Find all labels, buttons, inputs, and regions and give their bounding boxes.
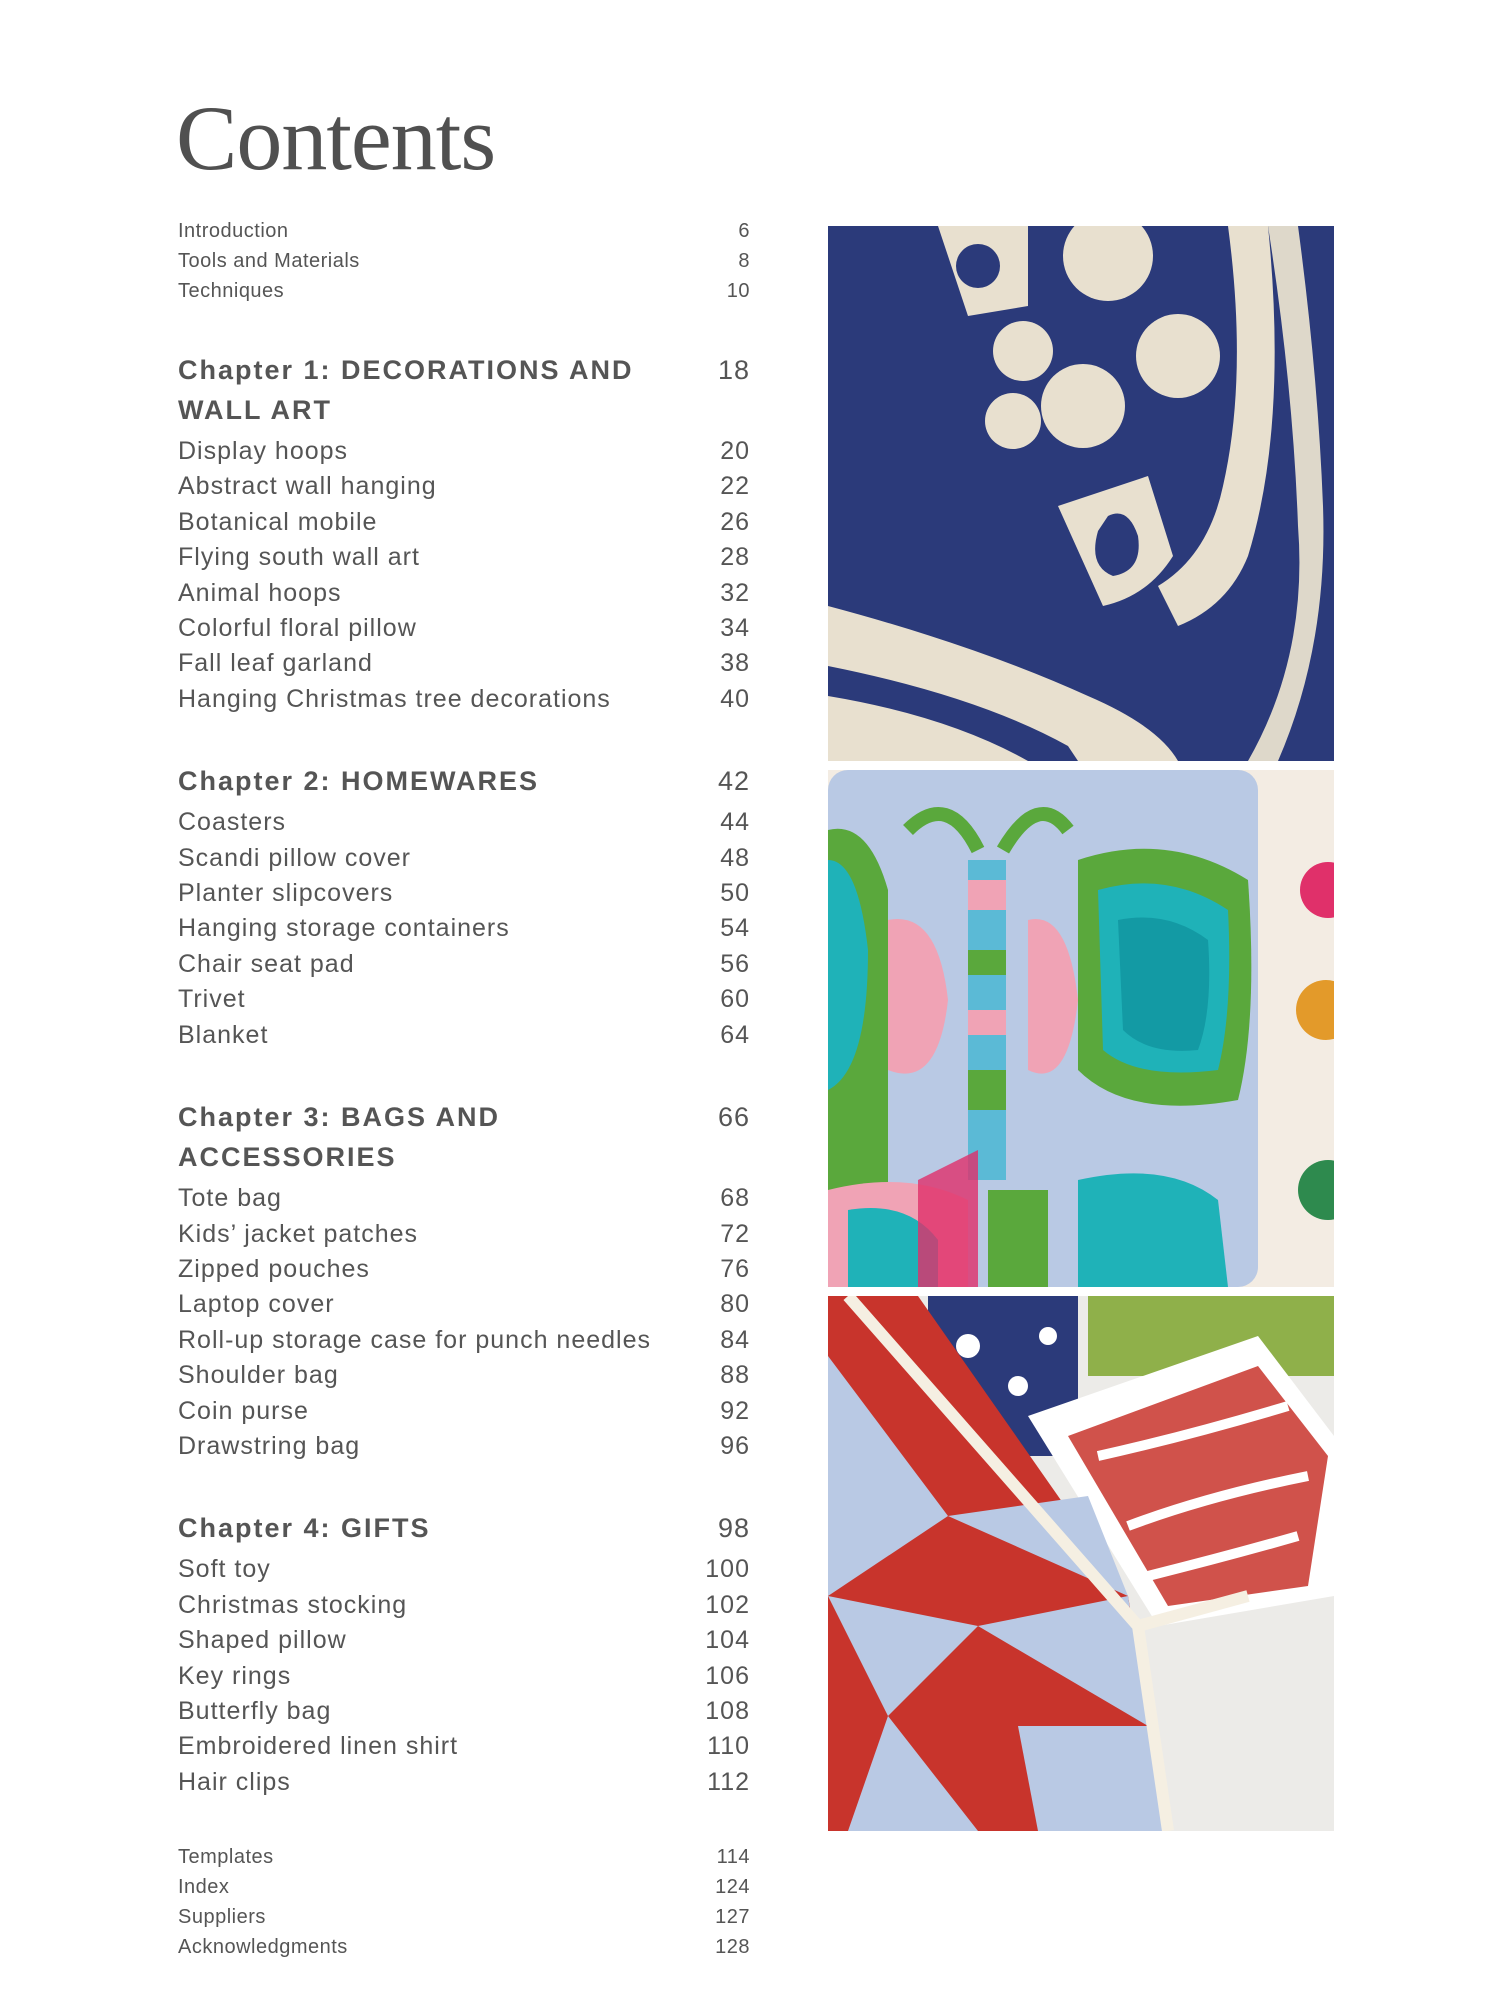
toc-entry-page-number: 100	[705, 1555, 750, 1584]
toc-entry-page-number: 128	[715, 1936, 750, 1959]
toc-entry	[178, 1018, 750, 1053]
toc-entry	[178, 1217, 750, 1252]
chapter-page-number: 18	[717, 355, 750, 385]
chapters-list	[178, 350, 750, 1800]
toc-entry	[178, 682, 750, 717]
toc-entry-page-number: 84	[720, 1325, 750, 1354]
toc-entry	[178, 1623, 750, 1658]
back-matter	[178, 1842, 750, 1962]
toc-entry	[178, 216, 750, 246]
toc-entry	[178, 1181, 750, 1216]
toc-entry	[178, 1287, 750, 1322]
butterfly-pillow-photo	[828, 770, 1334, 1287]
toc-entry-page-number: 110	[707, 1732, 750, 1761]
toc-entry	[178, 1394, 750, 1429]
toc-entry-label: Templates	[178, 1846, 274, 1869]
toc-entry-page-number: 106	[705, 1661, 750, 1690]
toc-entry-page-number: 76	[720, 1254, 750, 1283]
toc-entry-label: Christmas stocking	[178, 1590, 408, 1619]
toc-entry	[178, 1252, 750, 1287]
toc-entry-page-number: 80	[720, 1290, 750, 1319]
toc-entry-page-number: 40	[720, 684, 750, 713]
toc-entry-label: Techniques	[178, 280, 285, 302]
toc-entry	[178, 1932, 750, 1962]
toc-entry	[178, 947, 750, 982]
toc-entry-page-number: 102	[705, 1590, 750, 1619]
toc-entry-page-number: 64	[720, 1020, 750, 1049]
toc-entry-label: Display hoops	[178, 437, 349, 465]
toc-entry-label: Acknowledgments	[178, 1936, 348, 1959]
toc-entry-label: Butterfly bag	[178, 1696, 332, 1725]
toc-entry	[178, 841, 750, 876]
toc-entry-label: Tote bag	[178, 1184, 282, 1213]
toc-entry-label: Introduction	[178, 220, 289, 242]
toc-entry-page-number: 112	[707, 1767, 750, 1796]
toc-entry-page-number: 96	[720, 1431, 750, 1460]
toc-entry	[178, 276, 750, 306]
toc-entry	[178, 1842, 750, 1872]
toc-entry-page-number: 6	[738, 220, 750, 242]
toc-entry	[178, 434, 750, 469]
chapter-heading	[178, 1508, 750, 1548]
chapter-page-number: 66	[717, 1102, 750, 1133]
chapter-heading	[178, 1097, 750, 1177]
toc-entry-page-number: 127	[715, 1906, 750, 1929]
table-of-contents	[178, 216, 750, 1962]
toc-entry-label: Suppliers	[178, 1906, 266, 1929]
toc-entry	[178, 1872, 750, 1902]
toc-entry	[178, 469, 750, 504]
toc-entry	[178, 805, 750, 840]
toc-entry	[178, 646, 750, 681]
toc-entry-label: Index	[178, 1876, 230, 1899]
toc-entry-label: Zipped pouches	[178, 1254, 370, 1283]
toc-entry	[178, 540, 750, 575]
toc-entry	[178, 505, 750, 540]
toc-entry-label: Colorful floral pillow	[178, 614, 417, 643]
chapter-heading	[178, 761, 750, 801]
toc-entry	[178, 1729, 750, 1764]
toc-entry-label: Kids’ jacket patches	[178, 1219, 419, 1248]
chapter-heading-label: Chapter 2: HOMEWARES	[178, 766, 540, 797]
toc-entry-label: Trivet	[178, 985, 246, 1014]
chapter-page-number: 42	[717, 766, 750, 797]
toc-entry-label: Drawstring bag	[178, 1431, 361, 1460]
toc-entry-label: Coin purse	[178, 1396, 309, 1425]
toc-entry-label: Planter slipcovers	[178, 879, 394, 908]
chapter-section	[178, 761, 750, 1053]
toc-entry-label: Scandi pillow cover	[178, 843, 411, 872]
toc-entry-label: Blanket	[178, 1020, 269, 1049]
toc-entry-label: Chair seat pad	[178, 949, 355, 978]
photo-column	[828, 226, 1334, 1831]
toc-entry	[178, 1552, 750, 1587]
chapter-heading-label: Chapter 3: BAGS AND ACCESSORIES	[178, 1102, 501, 1173]
navy-rug-photo	[828, 226, 1334, 761]
toc-entry-label: Roll-up storage case for punch needles	[178, 1325, 651, 1354]
toc-entry-label: Animal hoops	[178, 578, 342, 607]
toc-entry-label: Tools and Materials	[178, 250, 360, 272]
toc-entry-page-number: 88	[720, 1361, 750, 1390]
toc-entry-page-number: 44	[720, 808, 750, 837]
toc-entry-page-number: 28	[720, 543, 750, 572]
toc-entry-page-number: 68	[720, 1184, 750, 1213]
toc-entry-page-number: 50	[720, 879, 750, 908]
toc-entry-label: Hair clips	[178, 1767, 291, 1796]
toc-entry	[178, 1694, 750, 1729]
toc-entry-label: Botanical mobile	[178, 507, 378, 536]
toc-entry-page-number: 10	[726, 280, 750, 302]
toc-entry-label: Coasters	[178, 808, 287, 837]
chapter-section	[178, 1097, 750, 1464]
toc-entry-page-number: 108	[705, 1696, 750, 1725]
toc-entry-page-number: 22	[720, 472, 750, 501]
toc-entry-page-number: 48	[720, 843, 750, 872]
toc-entry-page-number: 56	[720, 949, 750, 978]
toc-entry	[178, 1588, 750, 1623]
page-title: Contents	[176, 87, 496, 189]
chapter-heading-label: Chapter 4: GIFTS	[178, 1513, 431, 1544]
toc-entry-label: Abstract wall hanging	[178, 472, 437, 501]
toc-entry-page-number: 34	[720, 614, 750, 643]
toc-entry-label: Embroidered linen shirt	[178, 1732, 459, 1761]
toc-entry-page-number: 60	[720, 985, 750, 1014]
toc-entry	[178, 876, 750, 911]
toc-entry-page-number: 124	[715, 1876, 750, 1899]
toc-entry	[178, 1429, 750, 1464]
toc-entry	[178, 611, 750, 646]
chapter-heading-label: Chapter 1: DECORATIONS AND WALL ART	[178, 355, 634, 425]
toc-entry	[178, 982, 750, 1017]
toc-entry-page-number: 72	[720, 1219, 750, 1248]
toc-entry-page-number: 92	[720, 1396, 750, 1425]
toc-entry-label: Key rings	[178, 1661, 292, 1690]
chapter-page-number: 98	[717, 1513, 750, 1544]
toc-entry-label: Flying south wall art	[178, 543, 420, 572]
toc-entry	[178, 911, 750, 946]
toc-entry	[178, 1902, 750, 1932]
toc-entry-page-number: 20	[720, 437, 750, 465]
front-matter	[178, 216, 750, 306]
toc-entry-label: Shaped pillow	[178, 1626, 347, 1655]
toc-entry	[178, 576, 750, 611]
toc-entry-label: Soft toy	[178, 1555, 271, 1584]
chapter-section	[178, 1508, 750, 1800]
toc-entry-label: Fall leaf garland	[178, 649, 373, 678]
gift-bag-photo	[828, 1296, 1334, 1831]
toc-entry	[178, 1765, 750, 1800]
toc-entry-label: Shoulder bag	[178, 1361, 339, 1390]
toc-entry-page-number: 114	[716, 1846, 750, 1869]
toc-entry-page-number: 54	[720, 914, 750, 943]
toc-entry	[178, 246, 750, 276]
toc-entry-page-number: 26	[720, 507, 750, 536]
toc-entry-label: Hanging Christmas tree decorations	[178, 684, 611, 713]
toc-entry	[178, 1358, 750, 1393]
toc-entry	[178, 1659, 750, 1694]
toc-entry-label: Hanging storage containers	[178, 914, 510, 943]
toc-entry-page-number: 38	[720, 649, 750, 678]
toc-entry-page-number: 32	[720, 578, 750, 607]
chapter-section	[178, 350, 750, 717]
toc-entry-label: Laptop cover	[178, 1290, 335, 1319]
toc-entry-page-number: 104	[705, 1626, 750, 1655]
chapter-heading	[178, 350, 750, 430]
toc-entry	[178, 1323, 750, 1358]
toc-entry-page-number: 8	[738, 250, 750, 272]
